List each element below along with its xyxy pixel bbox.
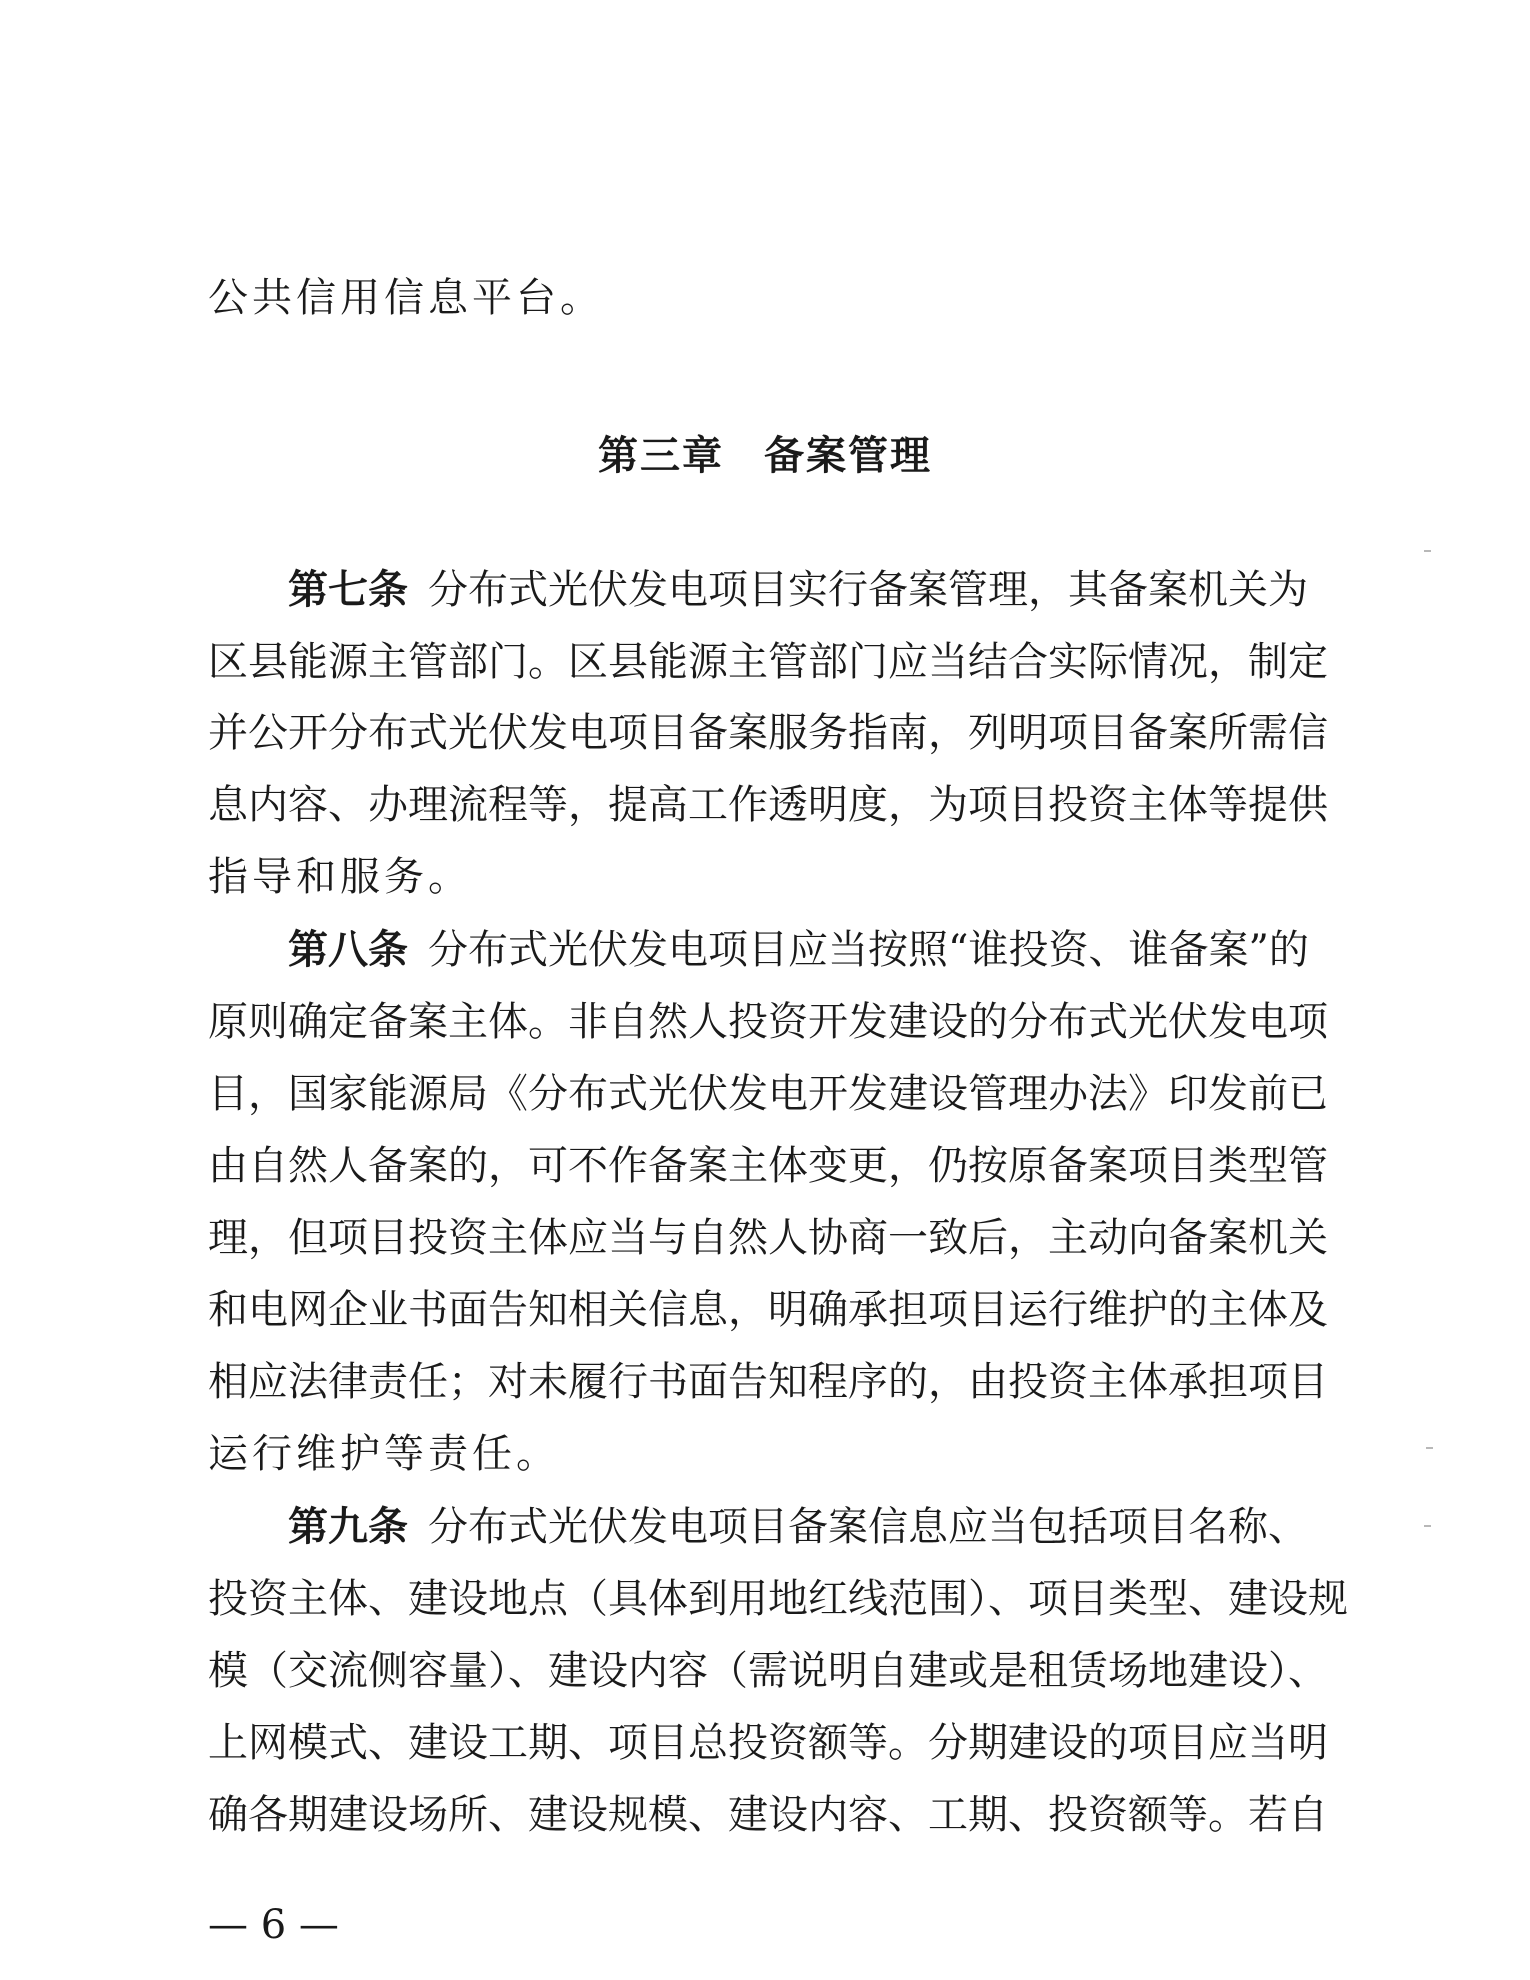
chapter-heading xyxy=(0,424,1530,481)
article-8-line-8: 运行维护等责任。 xyxy=(208,1431,560,1477)
scan-mark xyxy=(1426,1447,1433,1449)
article-9-line-4: 上网模式、建设工期、项目总投资额等。分期建设的项目应当明 xyxy=(208,1720,1328,1766)
article-text: 分布式光伏发电项目备案信息应当包括项目名称、 xyxy=(428,1504,1308,1550)
article-label: 第九条 xyxy=(288,1504,408,1550)
article-7-line-4: 息内容、办理流程等，提高工作透明度，为项目投资主体等提供 xyxy=(208,782,1328,828)
article-label: 第八条 xyxy=(288,927,408,973)
article-8-line-7: 相应法律责任；对未履行书面告知程序的，由投资主体承担项目 xyxy=(208,1359,1328,1405)
article-9-line-3: 模（交流侧容量）、建设内容（需说明自建或是租赁场地建设）、 xyxy=(208,1648,1328,1694)
article-7-line-2: 区县能源主管部门。区县能源主管部门应当结合实际情况，制定 xyxy=(208,639,1328,685)
chapter-title: 备案管理 xyxy=(764,433,932,479)
article-8-line-4: 由自然人备案的，可不作备案主体变更，仍按原备案项目类型管 xyxy=(208,1143,1328,1189)
article-9-line-2: 投资主体、建设地点（具体到用地红线范围）、项目类型、建设规 xyxy=(208,1576,1348,1622)
article-text: 分布式光伏发电项目实行备案管理，其备案机关为 xyxy=(428,567,1308,613)
article-8-line-2: 原则确定备案主体。非自然人投资开发建设的分布式光伏发电项 xyxy=(208,999,1328,1045)
article-7-line-3: 并公开分布式光伏发电项目备案服务指南，列明项目备案所需信 xyxy=(208,710,1328,756)
chapter-number: 第三章 xyxy=(598,433,724,479)
article-label: 第七条 xyxy=(288,567,408,613)
page-number: — 6 — xyxy=(208,1902,339,1948)
continuation-line: 公共信用信息平台。 xyxy=(208,275,604,321)
article-7-line-1 xyxy=(288,567,1308,613)
scan-mark xyxy=(1424,550,1431,552)
scan-mark xyxy=(1424,1525,1431,1527)
article-9-line-1 xyxy=(288,1504,1308,1550)
article-text: 分布式光伏发电项目应当按照“谁投资、谁备案”的 xyxy=(428,927,1309,973)
article-8-line-3: 目，国家能源局《分布式光伏发电开发建设管理办法》印发前已 xyxy=(208,1071,1328,1117)
article-9-line-5: 确各期建设场所、建设规模、建设内容、工期、投资额等。若自 xyxy=(208,1792,1328,1838)
article-8-line-6: 和电网企业书面告知相关信息，明确承担项目运行维护的主体及 xyxy=(208,1287,1328,1333)
article-8-line-5: 理，但项目投资主体应当与自然人协商一致后，主动向备案机关 xyxy=(208,1215,1328,1261)
article-8-line-1 xyxy=(288,927,1309,973)
article-7-line-5: 指导和服务。 xyxy=(208,854,472,900)
